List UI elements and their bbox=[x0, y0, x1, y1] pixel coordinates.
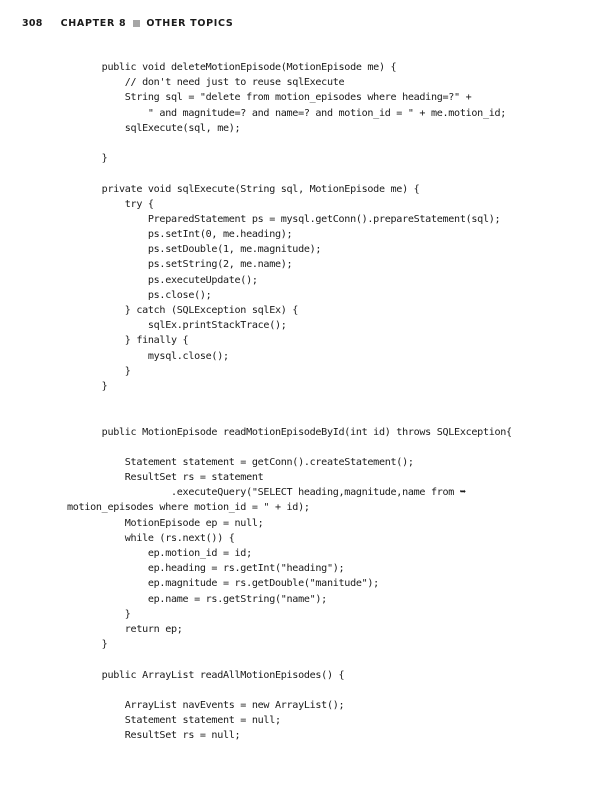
code-line: ep.magnitude = rs.getDouble("manitude"); bbox=[67, 578, 379, 590]
code-line: return ep; bbox=[67, 623, 183, 635]
code-line: while (rs.next()) { bbox=[67, 532, 235, 544]
code-line: " and magnitude=? and name=? and motion_id = " + me.motion_id; bbox=[67, 107, 507, 119]
code-line: public void deleteMotionEpisode(MotionEpisode me) { bbox=[67, 62, 397, 73]
separator-square-icon bbox=[133, 20, 140, 27]
code-line bbox=[67, 394, 587, 409]
code-line: motion_episodes where motion_id = " + id); bbox=[67, 502, 310, 514]
code-line: } bbox=[67, 639, 108, 651]
code-line: .executeQuery("SELECT heading,magnitude,name from ➥ bbox=[67, 487, 466, 499]
code-line: } bbox=[67, 380, 108, 392]
code-line bbox=[67, 166, 587, 181]
section-title: OTHER TOPICS bbox=[146, 18, 234, 29]
code-line: } catch (SQLException sqlEx) { bbox=[67, 305, 299, 316]
code-line bbox=[67, 683, 587, 698]
code-line: ps.setInt(0, me.heading); bbox=[67, 229, 293, 241]
code-line: ep.name = rs.getString("name"); bbox=[67, 593, 327, 605]
code-line bbox=[67, 409, 587, 424]
code-line: String sql = "delete from motion_episodes where heading=?" + bbox=[67, 92, 472, 104]
code-line: Statement statement = null; bbox=[67, 715, 281, 727]
code-line bbox=[67, 652, 587, 667]
running-header bbox=[22, 18, 233, 29]
chapter-label: CHAPTER 8 bbox=[60, 18, 127, 29]
code-line: } bbox=[67, 153, 108, 165]
code-line: Statement statement = getConn().createStatement(); bbox=[67, 456, 414, 468]
code-line: sqlEx.printStackTrace(); bbox=[67, 320, 287, 332]
code-line: private void sqlExecute(String sql, MotionEpisode me) { bbox=[67, 183, 420, 195]
code-line: ResultSet rs = statement bbox=[67, 472, 264, 484]
code-line bbox=[67, 136, 587, 151]
code-line: ep.heading = rs.getInt("heading"); bbox=[67, 563, 345, 575]
code-line: MotionEpisode ep = null; bbox=[67, 517, 264, 529]
code-line bbox=[67, 440, 587, 455]
code-line: public ArrayList readAllMotionEpisodes() { bbox=[67, 669, 345, 681]
code-line: try { bbox=[67, 198, 154, 210]
page-number: 308 bbox=[22, 18, 43, 29]
code-line: sqlExecute(sql, me); bbox=[67, 122, 241, 134]
code-listing bbox=[67, 60, 587, 743]
code-line: ResultSet rs = null; bbox=[67, 730, 241, 742]
code-line: } bbox=[67, 608, 131, 620]
code-line: ep.motion_id = id; bbox=[67, 548, 252, 559]
code-line: } bbox=[67, 365, 131, 377]
code-line: ps.setString(2, me.name); bbox=[67, 259, 293, 271]
code-line: public MotionEpisode readMotionEpisodeById(int id) throws SQLException{ bbox=[67, 426, 512, 438]
code-line: mysql.close(); bbox=[67, 350, 229, 362]
code-line: PreparedStatement ps = mysql.getConn().prepareStatement(sql); bbox=[67, 213, 501, 225]
code-line: ps.executeUpdate(); bbox=[67, 274, 258, 286]
code-line: ps.setDouble(1, me.magnitude); bbox=[67, 244, 322, 256]
code-line: ArrayList navEvents = new ArrayList(); bbox=[67, 699, 345, 711]
code-line: // don't need just to reuse sqlExecute bbox=[67, 77, 345, 89]
code-line: } finally { bbox=[67, 335, 189, 347]
code-line: ps.close(); bbox=[67, 289, 212, 301]
